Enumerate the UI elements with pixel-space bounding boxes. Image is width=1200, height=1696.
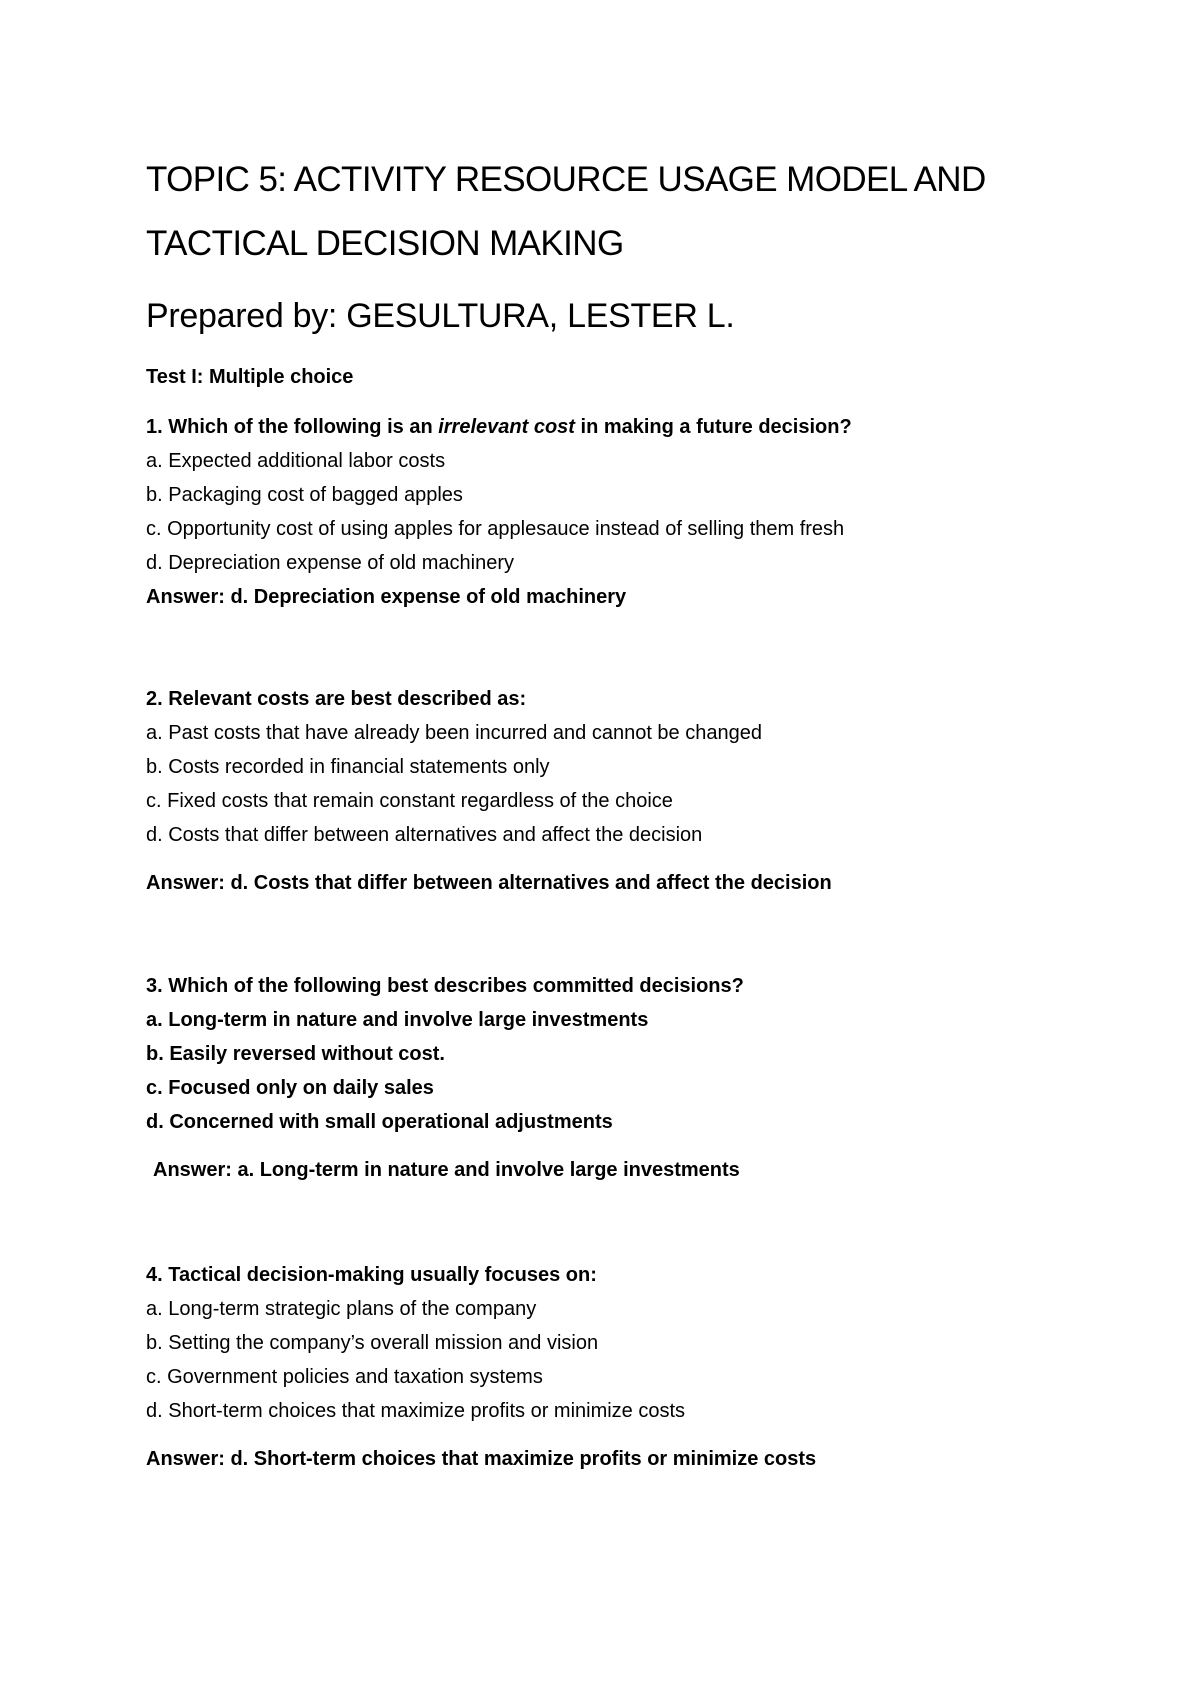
- question-stem: 4. Tactical decision-making usually focuses on:: [146, 1264, 597, 1286]
- test-heading: Test I: Multiple choice: [146, 366, 354, 388]
- title-line-1: TOPIC 5: ACTIVITY RESOURCE USAGE MODEL AND: [146, 160, 986, 199]
- question-stem-emphasis: irrelevant cost: [438, 416, 575, 438]
- option-b: b. Easily reversed without cost.: [146, 1043, 445, 1065]
- title-line-2: TACTICAL DECISION MAKING: [146, 224, 624, 263]
- option-b: b. Costs recorded in financial statements only: [146, 756, 550, 778]
- document-title: [146, 148, 986, 276]
- option-d: d. Concerned with small operational adjustments: [146, 1111, 613, 1133]
- answer: Answer: d. Depreciation expense of old machinery: [146, 586, 627, 608]
- question-2: [146, 682, 1146, 900]
- question-stem-text: 1. Which of the following is an: [146, 416, 439, 438]
- question-stem: 2. Relevant costs are best described as:: [146, 688, 527, 710]
- question-1: [146, 410, 1146, 614]
- option-a: a. Long-term in nature and involve large investments: [146, 1009, 649, 1031]
- option-c: c. Opportunity cost of using apples for applesauce instead of selling them fresh: [146, 518, 845, 540]
- answer: Answer: d. Short-term choices that maximize profits or minimize costs: [146, 1448, 817, 1470]
- option-b: b. Setting the company’s overall mission and vision: [146, 1332, 599, 1354]
- answer: Answer: d. Costs that differ between alternatives and affect the decision: [146, 872, 832, 894]
- option-d: d. Costs that differ between alternatives and affect the decision: [146, 824, 703, 846]
- question-stem: [146, 410, 1146, 444]
- option-d: d. Short-term choices that maximize profits or minimize costs: [146, 1400, 686, 1422]
- option-c: c. Fixed costs that remain constant regardless of the choice: [146, 790, 673, 812]
- prepared-by: Prepared by: GESULTURA, LESTER L.: [146, 297, 735, 335]
- answer: Answer: a. Long-term in nature and involve large investments: [153, 1159, 740, 1181]
- option-c: c. Focused only on daily sales: [146, 1077, 434, 1099]
- option-a: a. Expected additional labor costs: [146, 450, 446, 472]
- question-3: [146, 969, 1146, 1187]
- option-d: d. Depreciation expense of old machinery: [146, 552, 514, 574]
- question-4: [146, 1258, 1146, 1476]
- question-stem-text: in making a future decision?: [574, 416, 852, 438]
- option-c: c. Government policies and taxation systems: [146, 1366, 543, 1388]
- option-a: a. Past costs that have already been incurred and cannot be changed: [146, 722, 762, 744]
- question-stem: 3. Which of the following best describes committed decisions?: [146, 975, 744, 997]
- option-b: b. Packaging cost of bagged apples: [146, 484, 463, 506]
- option-a: a. Long-term strategic plans of the company: [146, 1298, 537, 1320]
